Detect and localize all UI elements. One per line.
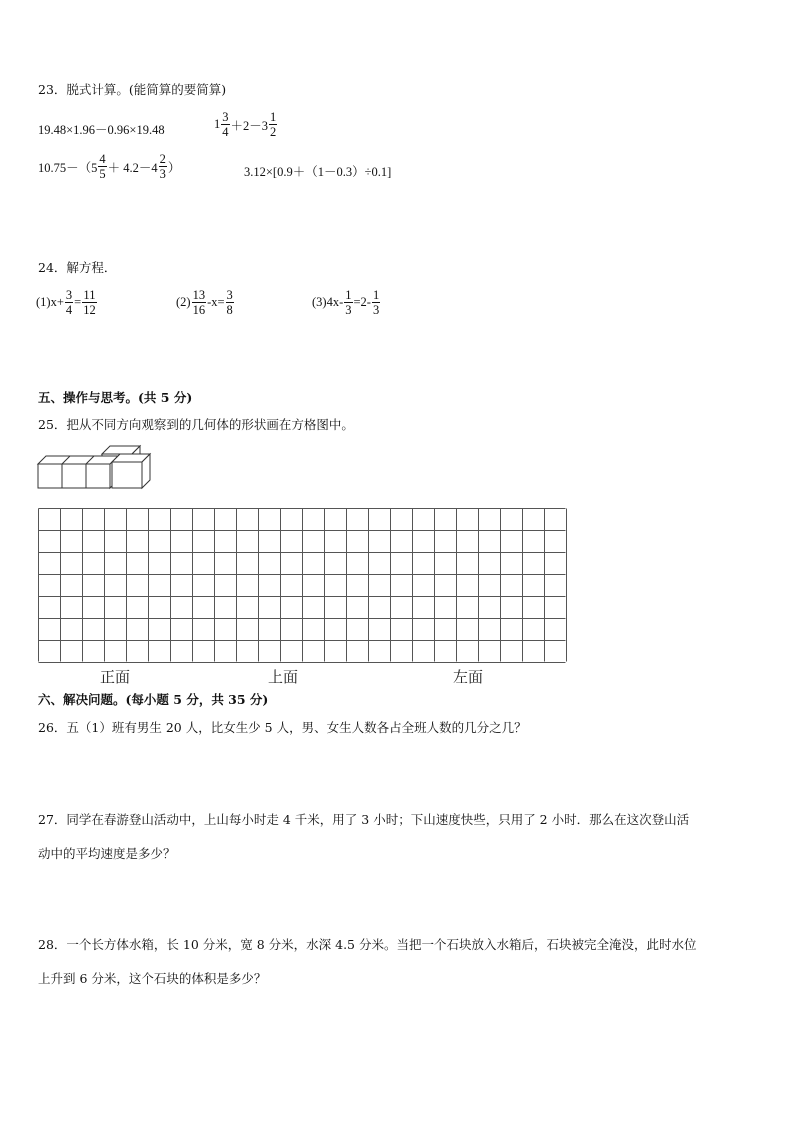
- q23-expression-4: 3.12×[0.9＋（1－0.3）÷0.1]: [244, 165, 392, 179]
- equation-part: -x=: [207, 295, 225, 309]
- equation-part: (2): [176, 295, 191, 309]
- denominator: 12: [83, 303, 96, 317]
- fraction: [192, 288, 207, 317]
- q23-expression-3: [38, 152, 180, 181]
- grid-label-left: 左面: [453, 668, 484, 686]
- numerator: 11: [83, 288, 96, 302]
- numerator: 3: [226, 288, 233, 302]
- q24-equation-2: [176, 288, 235, 317]
- fraction: [159, 152, 167, 181]
- mixed-whole: 1: [214, 117, 221, 131]
- q24-title: 24．解方程．: [38, 260, 117, 275]
- fraction: [372, 288, 380, 317]
- equation-part: (1)x+: [36, 295, 64, 309]
- equation-part: =2-: [353, 295, 371, 309]
- numerator: 1: [270, 110, 277, 124]
- grid-label-top: 上面: [268, 668, 299, 686]
- fraction: [98, 152, 106, 181]
- numerator: 1: [345, 288, 352, 302]
- denominator: 3: [345, 303, 352, 317]
- denominator: 5: [99, 167, 106, 181]
- section-6-heading: 六、解决问题。(每小题 5 分，共 35 分): [38, 692, 269, 707]
- denominator: 4: [65, 303, 73, 317]
- grid-label-front: 正面: [100, 668, 131, 686]
- fraction: [65, 288, 73, 317]
- denominator: 8: [226, 303, 233, 317]
- expression-part: ＋ 4.2－4: [107, 160, 158, 175]
- q27-line-1: 27．同学在春游登山活动中，上山每小时走 4 千米，用了 3 小时；下山速度快些，只用了 2 小时．那么在这次登山活: [38, 812, 690, 827]
- equation-part: (3)4x-: [312, 295, 344, 309]
- numerator: 4: [99, 152, 106, 166]
- q28-line-1: 28．一个长方体水箱，长 10 分米，宽 8 分米，水深 4.5 分米。当把一个石块放入水箱后，石块被完全淹没，此时水位: [38, 937, 697, 952]
- q23-title: 23．脱式计算。(能简算的要简算): [38, 82, 227, 97]
- fraction: [226, 288, 234, 317]
- numerator: 3: [65, 288, 73, 302]
- fraction: [221, 110, 229, 139]
- fraction: [269, 110, 277, 139]
- numerator: 3: [222, 110, 229, 124]
- numerator: 1: [372, 288, 380, 302]
- expression-part: ）: [167, 160, 181, 175]
- denominator: 2: [270, 125, 277, 139]
- denominator: 3: [159, 167, 166, 181]
- numerator: 2: [159, 152, 166, 166]
- fraction: [344, 288, 352, 317]
- q26-text: 26．五（1）班有男生 20 人，比女生少 5 人，男、女生人数各占全班人数的几分之几？: [38, 720, 527, 735]
- q24-equation-1: [36, 288, 98, 317]
- q27-line-2: 动中的平均速度是多少？: [38, 846, 176, 861]
- equation-part: =: [74, 295, 82, 309]
- q23-expression-1: 19.48×1.96－0.96×19.48: [38, 123, 165, 137]
- q28-line-2: 上升到 6 分米，这个石块的体积是多少？: [38, 971, 267, 986]
- numerator: 13: [192, 288, 206, 302]
- section-5-heading: 五、操作与思考。(共 5 分): [38, 390, 193, 405]
- cube-figure: [36, 446, 156, 496]
- operator-text: ＋2－3: [230, 118, 269, 133]
- q25-title: 25．把从不同方向观察到的几何体的形状画在方格图中。: [38, 417, 354, 432]
- q23-expression-2: [214, 110, 278, 139]
- denominator: 3: [372, 303, 380, 317]
- expression-part: 10.75－（5: [38, 160, 98, 175]
- drawing-grid[interactable]: [38, 508, 566, 662]
- denominator: 4: [222, 125, 229, 139]
- q24-equation-3: [312, 288, 381, 317]
- fraction: [82, 288, 97, 317]
- denominator: 16: [192, 303, 206, 317]
